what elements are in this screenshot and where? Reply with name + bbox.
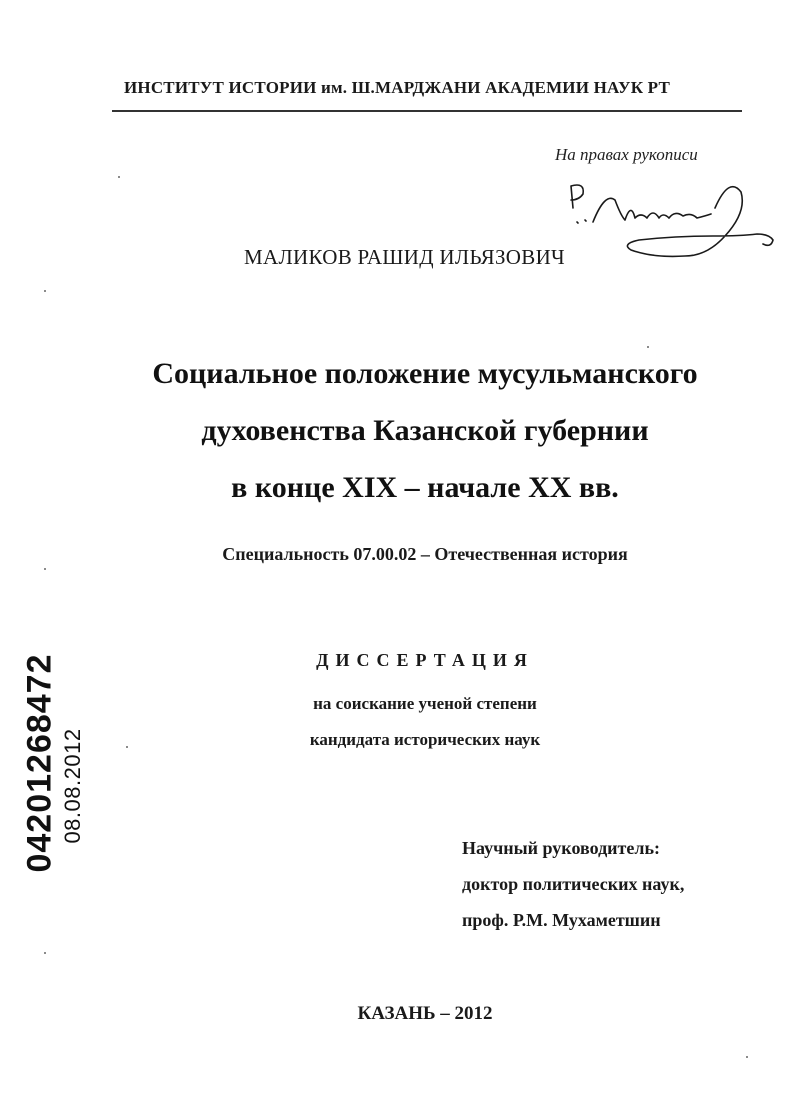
library-stamp-date: 08.08.2012	[60, 728, 85, 844]
degree-line-1: на соискание ученой степени	[313, 694, 537, 713]
supervisor-name: проф. Р.М. Мухаметшин	[462, 910, 661, 930]
degree-line-2: кандидата исторических наук	[309, 730, 541, 749]
place-year: КАЗАНЬ – 2012	[357, 1003, 493, 1024]
scan-speck	[118, 176, 120, 178]
degree-statement	[0, 686, 794, 758]
title-line-2: духовенства Казанской губернии	[201, 414, 649, 447]
manuscript-note: На правах рукописи	[555, 145, 698, 164]
scan-speck	[647, 346, 649, 348]
scan-speck	[746, 1056, 748, 1058]
title-line-3: в конце XIX – начале XX вв.	[231, 471, 619, 504]
dissertation-heading: ДИССЕРТАЦИЯ	[316, 650, 534, 670]
scan-speck	[44, 290, 46, 292]
author-signature	[555, 178, 785, 273]
supervisor-label: Научный руководитель:	[462, 838, 660, 858]
specialty-line: Специальность 07.00.02 – Отечественная история	[222, 544, 628, 564]
author-name: МАЛИКОВ РАШИД ИЛЬЯЗОВИЧ	[244, 245, 565, 269]
supervisor-block	[462, 830, 684, 938]
title-line-1: Социальное положение мусульманского	[152, 357, 698, 390]
header-divider	[112, 110, 742, 112]
dissertation-title	[0, 345, 794, 516]
supervisor-degree: доктор политических наук,	[462, 874, 685, 894]
institute-header: ИНСТИТУТ ИСТОРИИ им. Ш.МАРДЖАНИ АКАДЕМИИ НАУК РТ	[123, 78, 670, 97]
scan-speck	[126, 746, 128, 748]
scan-speck	[44, 568, 46, 570]
scan-speck	[44, 952, 46, 954]
library-stamp-number: 04201268472	[20, 653, 59, 873]
